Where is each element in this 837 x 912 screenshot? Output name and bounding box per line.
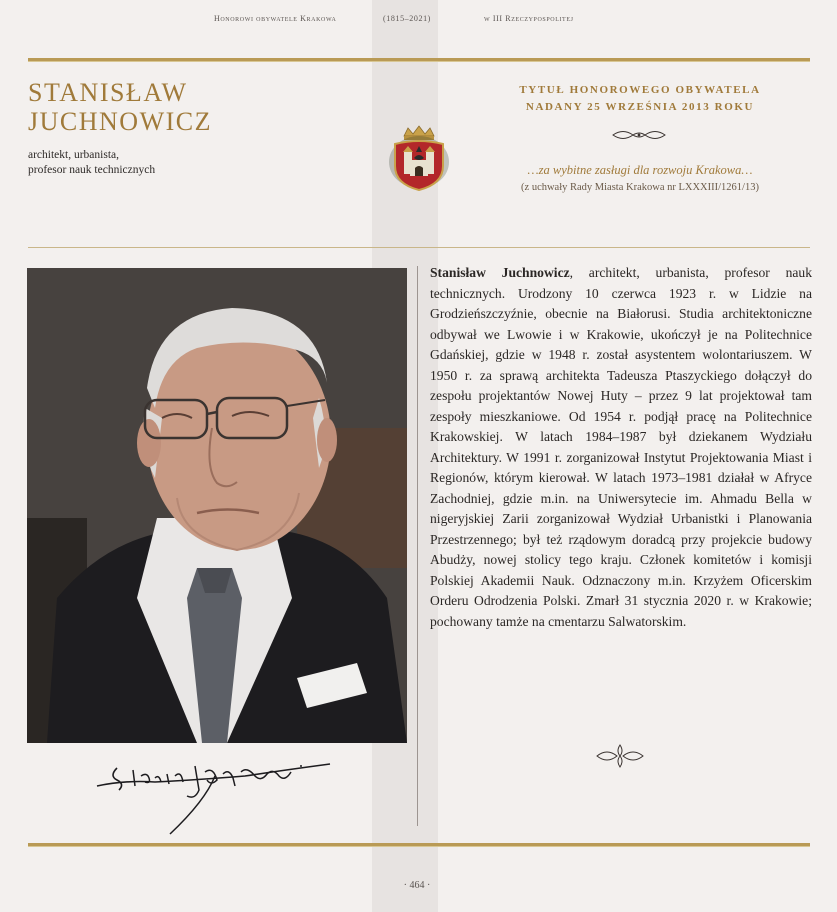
role-line-1: architekt, urbanista, [28, 149, 120, 161]
top-gold-rule [28, 58, 810, 62]
name-line-2: JUCHNOWICZ [28, 107, 212, 136]
portrait-photo [27, 268, 407, 743]
running-head-left: Honorowi obywatele Krakowa [214, 14, 337, 23]
running-head [0, 14, 837, 28]
section-divider [28, 247, 810, 248]
honor-title [480, 82, 800, 116]
name-line-1: STANISŁAW [28, 78, 188, 107]
krakow-coat-of-arms-icon [386, 122, 452, 192]
bottom-gold-rule [28, 843, 810, 847]
person-role [28, 148, 228, 178]
honor-quote: …za wybitne zasługi dla rozwoju Krakowa… [527, 163, 753, 177]
handwritten-signature [95, 756, 335, 836]
column-divider [417, 266, 418, 826]
honor-source: (z uchwały Rady Miasta Krakowa nr LXXXIII/1261/13) [521, 182, 759, 193]
page-number: · 464 · [403, 880, 431, 891]
running-head-center: (1815–2021) [383, 14, 431, 23]
biography-body: , architekt, urbanista, profesor nauk technicznych. Urodzony 10 czerwca 1923 r. w Lidzie na Grodzieńszczyźnie, obecnie na Białorusi. Studia architektoniczne odbywał we Lwowie i w Krakowie, ukończył je na Politechnice Gdańskiej, gdzie w 1948 r. został asystentem wolontariuszem. W 1950 r. za sprawą architekta Tadeusza Ptaszyckiego dołączył do zespołu projektantów Nowej Huty – przez 9 lat projektował tam zespoły mieszkaniowe. Od 1954 r. podjął pracę na Politechnice Krakowskiej. W latach 1984–1987 był dziekanem Wydziału Architektury. W 1991 r. zorganizował Instytut Projektowania Miast i Regionów, którym kierował. W latach 1973–1981 działał w Afryce Zachodniej, gdzie m.in. na Uniwersytecie im. Ahmadu Bella w nigeryjskiej Zarii zorganizował Wydział Urbanistki i Planowania Przestrzennego; był też rządowym doradcą przy projekcie budowy Abudży, nowej stolicy tego kraju. Członek komitetów i komisji Polskiej Akademii Nauk. Odznaczony m.in. Krzyżem Oficerskim Orderu Odrodzenia Polski. Zmarł 31 stycznia 2020 r. w Krakowie; pochowany tamże na cmentarzu Salwatorskim. [430, 265, 812, 629]
biography-text [430, 263, 812, 632]
person-name [28, 78, 212, 136]
running-head-right: w III Rzeczypospolitej [484, 14, 574, 23]
ornamental-flourish-icon [609, 128, 669, 142]
ornamental-flourish-icon [595, 742, 645, 770]
biography-name: Stanisław Juchnowicz [430, 265, 570, 280]
honor-title-line-1: TYTUŁ HONOROWEGO OBYWATELA [519, 84, 761, 96]
role-line-2: profesor nauk technicznych [28, 164, 156, 176]
honor-title-line-2: NADANY 25 WRZEŚNIA 2013 ROKU [525, 101, 755, 113]
